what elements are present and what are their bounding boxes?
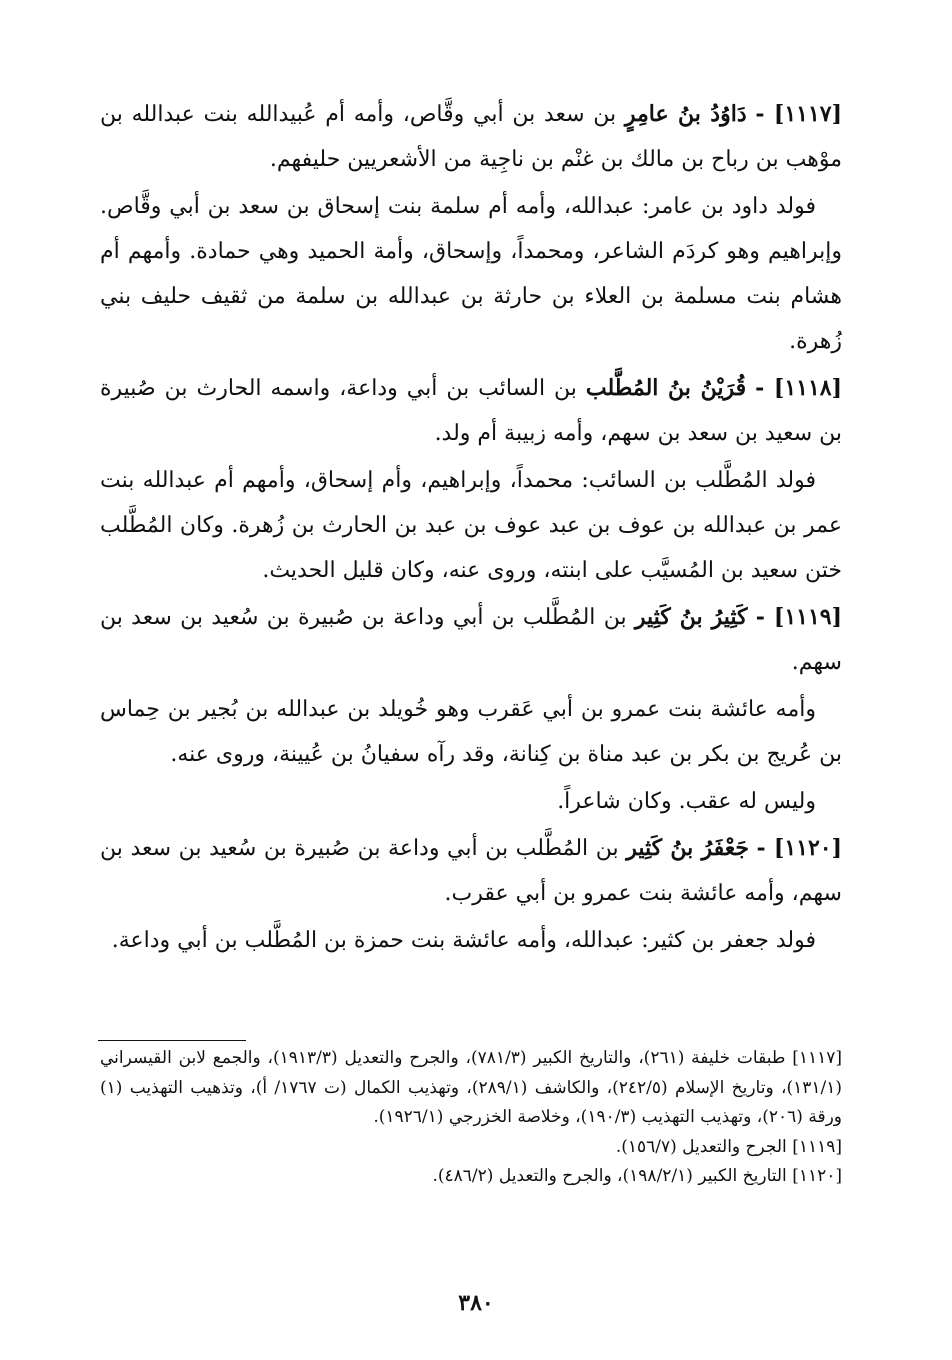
page-number: ٣٨٠ — [458, 1290, 494, 1316]
entry-name: دَاوُدُ بنُ عامِرٍ — [624, 101, 747, 127]
footnote-1119 — [100, 1133, 842, 1163]
entry-name: قُرَيْنُ بنُ المُطَّلب — [585, 375, 747, 401]
entry-text: بن السائب بن أبي وداعة، واسمه الحارث بن صُبيرة بن سعيد بن سعد بن سهم، وأمه زبيبة أم ولد. — [100, 376, 842, 446]
paragraph: وأمه عائشة بنت عمرو بن أبي عَقرب وهو خُويلد بن عبدالله بن بُجير بن حِماس بن عُريج بن بكر بن عبد مناة بن كِنانة، وقد رآه سفيانُ بن عُيينة، وروى عنه. — [100, 697, 842, 767]
footnote-divider — [98, 1040, 246, 1041]
entry-text: بن المُطَّلب بن أبي وداعة بن صُبيرة بن سُعيد بن سعد بن سهم. — [100, 605, 842, 675]
footnotes — [100, 1044, 842, 1192]
entry-1118 — [100, 366, 842, 456]
entry-text: بن المُطَّلب بن أبي وداعة بن صُبيرة بن سُعيد بن سعد بن سهم، وأمه عائشة بنت عمرو بن أبي عقرب. — [100, 836, 842, 906]
entry-1117 — [100, 92, 842, 182]
footnote-text: الجرح والتعديل (١٥٦/٧). — [615, 1136, 787, 1157]
footnote-text: التاريخ الكبير (١٩٨/٢/١)، والجرح والتعديل (٤٨٦/٢). — [432, 1166, 787, 1186]
footnote-number: [١١١٧] — [792, 1048, 843, 1068]
footnote-number: [١١٢٠] — [792, 1166, 842, 1186]
paragraph: فولد جعفر بن كثير: عبدالله، وأمه عائشة بنت حمزة بن المُطَّلب بن أبي وداعة. — [111, 928, 816, 953]
footnote-number: [١١١٩] — [792, 1136, 842, 1157]
entry-number: [١١١٧] - — [755, 101, 842, 127]
footnote-1117 — [100, 1044, 842, 1133]
entry-name: كَثِيرُ بنُ كَثِير — [634, 604, 748, 630]
footnote-text: طبقات خليفة (٢٦١)، والتاريخ الكبير (٧٨١/٣)، والجرح والتعديل (١٩١٣/٣)، والجمع لابن القيسراني (١٣١/١)، وتاريخ الإسلام (٢٤٢/٥)، والكاشف (٢٨٩/١)، وتهذيب الكمال (ت ١٧٦٧/ أ)، وتذهيب التهذيب (١) ورقة (٢٠٦)، وتهذيب التهذيب (١٩٠/٣)، وخلاصة الخزرجي (١٩٢٦/١). — [100, 1048, 842, 1127]
footnote-1120 — [100, 1162, 842, 1192]
main-text — [100, 92, 842, 965]
paragraph: فولد المُطَّلب بن السائب: محمداً، وإبراهيم، وأم إسحاق، وأمهم أم عبدالله بنت عمر بن عبدالله بن عوف بن عبد عوف بن عبد بن الحارث بن زُهرة. وكان المُطَّلب ختن سعيد بن المُسيَّب على ابنته، وروى عنه، وكان قليل الحديث. — [100, 468, 842, 583]
paragraph: وليس له عقب. وكان شاعراً. — [557, 789, 816, 814]
entry-number: [١١١٨] - — [755, 375, 842, 401]
entry-1120 — [100, 826, 842, 916]
entry-1119 — [100, 595, 842, 685]
paragraph: فولد داود بن عامر: عبدالله، وأمه أم سلمة بنت إسحاق بن سعد بن أبي وقَّاص. وإبراهيم وهو كردَم الشاعر، ومحمداً، وإسحاق، وأمة الحميد وهي حمادة. وأمهم أم هشام بنت مسلمة بن العلاء بن حارثة بن عبدالله بن سلمة من ثقيف حليف بني زُهرة. — [100, 194, 842, 354]
entry-number: [١١١٩] - — [755, 604, 842, 630]
entry-number: [١١٢٠] - — [756, 835, 843, 861]
entry-name: جَعْفَرُ بنُ كَثِير — [626, 835, 749, 861]
entry-text: بن سعد بن أبي وقَّاص، وأمه أم عُبيدالله بنت عبدالله بن موْهب بن رباح بن مالك بن غنْم بن ناجِية من الأشعريين حليفهم. — [100, 102, 842, 172]
